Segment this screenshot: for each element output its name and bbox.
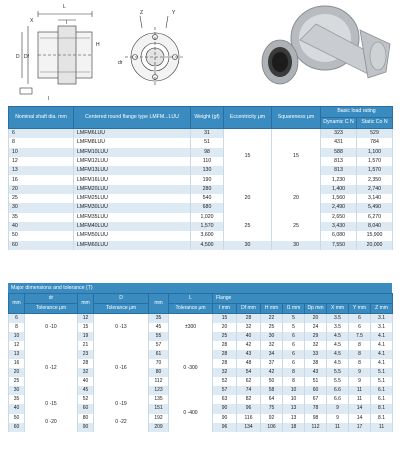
cell-dia: 35 xyxy=(9,213,74,222)
cell-flange: 6.1 xyxy=(371,386,393,395)
cell-mm: 13 xyxy=(9,350,25,359)
cell-weight: 1,570 xyxy=(191,222,224,231)
cell-flange: 5 xyxy=(283,314,305,324)
cell-dynamic: 813 xyxy=(321,166,357,175)
cell-flange: 98 xyxy=(305,414,327,423)
cell-type: LMFM10LUU xyxy=(74,148,191,157)
cell-type: LMFM30LUU xyxy=(74,203,191,212)
cell-flange: 13 xyxy=(283,404,305,413)
cell-static: 15,900 xyxy=(357,231,393,240)
cell-squareness: 30 xyxy=(272,241,321,250)
cell-dr: 32 xyxy=(78,368,94,377)
cell-dr: 80 xyxy=(78,414,94,423)
cell-flange: 6 xyxy=(283,350,305,359)
cell-dia: 10 xyxy=(9,148,74,157)
cell-static: 2,740 xyxy=(357,185,393,194)
cell-d: 61 xyxy=(149,350,169,359)
cell-d: 123 xyxy=(149,386,169,395)
cell-d: 112 xyxy=(149,377,169,386)
cell-flange: 6 xyxy=(349,323,371,332)
cell-eccentricity: 30 xyxy=(224,241,272,250)
cell-flange: 106 xyxy=(261,423,283,432)
cell-flange: 30 xyxy=(261,332,283,341)
cell-dynamic: 6,080 xyxy=(321,231,357,240)
table-row xyxy=(9,203,393,212)
cell-d: 57 xyxy=(149,341,169,350)
cell-type: LMFM25LUU xyxy=(74,194,191,203)
cell-flange: 43 xyxy=(305,368,327,377)
cell-d-tolerance: 0 -19 xyxy=(94,395,149,413)
cell-flange: 34 xyxy=(261,350,283,359)
table-row xyxy=(9,148,393,157)
cell-flange: 4.1 xyxy=(371,359,393,368)
cell-flange: 5.5 xyxy=(327,368,349,377)
cell-mm: 60 xyxy=(9,423,25,432)
cell-static: 20,000 xyxy=(357,241,393,250)
cell-flange: 32 xyxy=(237,323,261,332)
front-view xyxy=(125,16,185,87)
cell-flange: 24 xyxy=(305,323,327,332)
cell-flange: 4.1 xyxy=(371,350,393,359)
cell-flange: 82 xyxy=(237,395,261,404)
cell-type: LMFM13LUU xyxy=(74,166,191,175)
cell-flange: 8.1 xyxy=(371,414,393,423)
cell-mm: 30 xyxy=(9,386,25,395)
cell-d: 151 xyxy=(149,404,169,413)
cell-l-tolerance: 0 -300 xyxy=(169,341,213,395)
cell-dr: 52 xyxy=(78,395,94,404)
cell-type: LMFM35LUU xyxy=(74,213,191,222)
cell-l-tolerance: ±300 xyxy=(169,314,213,342)
cell-flange: 28 xyxy=(213,350,237,359)
cell-static: 1,570 xyxy=(357,166,393,175)
cell-d-tolerance: 0 -13 xyxy=(94,314,149,342)
cell-type: LMFM60LUU xyxy=(74,241,191,250)
cell-flange: 11 xyxy=(349,386,371,395)
cell-flange: 38 xyxy=(305,359,327,368)
header-nominal: Nominal shaft dia. mm xyxy=(9,107,74,129)
dimensions-table xyxy=(8,293,393,432)
cell-flange: 64 xyxy=(261,395,283,404)
cell-mm: 12 xyxy=(9,341,25,350)
cell-mm: 6 xyxy=(9,314,25,324)
cell-dynamic: 323 xyxy=(321,129,357,139)
label-df: Df xyxy=(24,54,29,60)
cell-flange: 6.6 xyxy=(327,395,349,404)
cell-dynamic: 7,550 xyxy=(321,241,357,250)
cell-dr: 60 xyxy=(78,404,94,413)
cell-flange: 3.5 xyxy=(327,314,349,324)
cell-flange: 17 xyxy=(349,423,371,432)
table-row xyxy=(9,175,393,184)
cell-static: 8,040 xyxy=(357,222,393,231)
cell-mm: 25 xyxy=(9,377,25,386)
cell-dr: 19 xyxy=(78,332,94,341)
cell-mm: 10 xyxy=(9,332,25,341)
cell-dia: 50 xyxy=(9,231,74,240)
cell-dr-tolerance: 0 -20 xyxy=(25,414,78,432)
table-row xyxy=(9,231,393,240)
cell-dynamic: 2,650 xyxy=(321,213,357,222)
cell-flange: 37 xyxy=(261,359,283,368)
cell-d-tolerance: 0 -16 xyxy=(94,341,149,395)
cell-dr-tolerance: 0 -15 xyxy=(25,395,78,413)
table-row xyxy=(9,129,393,139)
cell-flange: 42 xyxy=(261,368,283,377)
cell-dynamic: 588 xyxy=(321,148,357,157)
header-h: H mm xyxy=(261,304,283,314)
cell-mm: 16 xyxy=(9,359,25,368)
header-flange: Flange xyxy=(213,294,393,304)
cell-dr: 21 xyxy=(78,341,94,350)
header-weight: Weight (gf) xyxy=(191,107,224,129)
cell-d: 135 xyxy=(149,395,169,404)
cell-d: 80 xyxy=(149,368,169,377)
cell-dr: 15 xyxy=(78,323,94,332)
cell-flange: 62 xyxy=(237,377,261,386)
header-d: D xyxy=(94,294,149,304)
label-h: H xyxy=(96,42,100,48)
label-z: Z xyxy=(140,10,144,16)
cell-d: 45 xyxy=(149,323,169,332)
cell-flange: 15 xyxy=(213,314,237,324)
cell-mm: 40 xyxy=(9,404,25,413)
cell-type: LMFM8LUU xyxy=(74,138,191,147)
header-dp: Dp mm xyxy=(305,304,327,314)
table-row xyxy=(9,222,393,231)
cell-d: 35 xyxy=(149,314,169,324)
cell-type: LMFM50LUU xyxy=(74,231,191,240)
cell-weight: 680 xyxy=(191,203,224,212)
cell-flange: 51 xyxy=(305,377,327,386)
cell-mm: 35 xyxy=(9,395,25,404)
dimensions-caption: Major dimensions and tolerance (T) xyxy=(8,283,392,293)
cell-flange: 33 xyxy=(305,350,327,359)
cell-dr-tolerance: 0 -12 xyxy=(25,341,78,395)
cell-flange: 25 xyxy=(213,332,237,341)
table-row xyxy=(9,166,393,175)
cell-flange: 22 xyxy=(261,314,283,324)
cell-dynamic: 1,560 xyxy=(321,194,357,203)
cell-flange: 13 xyxy=(283,414,305,423)
cell-flange: 6 xyxy=(283,332,305,341)
cell-weight: 280 xyxy=(191,185,224,194)
cell-flange: 116 xyxy=(237,414,261,423)
label-l1: l xyxy=(66,20,68,26)
table-row xyxy=(9,213,393,222)
table-row xyxy=(9,185,393,194)
label-x: X xyxy=(30,18,34,24)
cell-eccentricity: 20 xyxy=(224,185,272,213)
product-photo xyxy=(246,0,400,104)
cell-flange: 63 xyxy=(213,395,237,404)
cell-flange: 90 xyxy=(213,414,237,423)
cell-flange: 134 xyxy=(237,423,261,432)
cell-weight: 540 xyxy=(191,194,224,203)
header-l1: l1 mm xyxy=(283,304,305,314)
load-rating-table xyxy=(8,106,393,250)
cell-dr: 45 xyxy=(78,386,94,395)
cell-flange: 67 xyxy=(305,395,327,404)
header-tolerance: Tolerance μm xyxy=(169,304,213,314)
cell-flange: 9 xyxy=(327,414,349,423)
cell-mm: 20 xyxy=(9,368,25,377)
header-static: Static Co N xyxy=(357,118,393,129)
cell-flange: 42 xyxy=(237,341,261,350)
cell-dr: 23 xyxy=(78,350,94,359)
cell-flange: 6 xyxy=(283,341,305,350)
cell-flange: 29 xyxy=(305,332,327,341)
header-squareness: Squareness μm xyxy=(272,107,321,129)
header-mm: mm xyxy=(9,294,25,314)
cell-flange: 74 xyxy=(237,386,261,395)
cell-dia: 60 xyxy=(9,241,74,250)
table-row xyxy=(9,314,393,324)
header-tolerance: Tolerance μm xyxy=(25,304,78,314)
cell-flange: 28 xyxy=(213,359,237,368)
cell-flange: 6.1 xyxy=(371,395,393,404)
cell-flange: 6 xyxy=(283,359,305,368)
header-x: X mm xyxy=(327,304,349,314)
cell-flange: 90 xyxy=(213,404,237,413)
table-row xyxy=(9,341,393,350)
cell-flange: 50 xyxy=(261,377,283,386)
cell-d: 192 xyxy=(149,414,169,423)
cell-flange: 48 xyxy=(237,359,261,368)
cell-flange: 4.5 xyxy=(327,359,349,368)
technical-drawing xyxy=(0,0,400,104)
cell-flange: 43 xyxy=(237,350,261,359)
header-dr: dr xyxy=(25,294,78,304)
table-row xyxy=(9,395,393,404)
header-l: L xyxy=(169,294,213,304)
cell-dia: 8 xyxy=(9,138,74,147)
cell-dia: 16 xyxy=(9,175,74,184)
cell-flange: 8 xyxy=(283,368,305,377)
cell-dynamic: 813 xyxy=(321,157,357,166)
header-mm: mm xyxy=(78,294,94,314)
cell-dynamic: 3,430 xyxy=(321,222,357,231)
cell-flange: 4.5 xyxy=(327,332,349,341)
cell-flange: 96 xyxy=(237,404,261,413)
cell-flange: 32 xyxy=(213,368,237,377)
cell-dynamic: 431 xyxy=(321,138,357,147)
cell-weight: 3,600 xyxy=(191,231,224,240)
cell-flange: 5.1 xyxy=(371,377,393,386)
cell-flange: 9 xyxy=(349,377,371,386)
cell-flange: 20 xyxy=(213,323,237,332)
cell-flange: 6 xyxy=(349,314,371,324)
label-y: Y xyxy=(172,10,176,16)
cell-dia: 40 xyxy=(9,222,74,231)
header-mm: mm xyxy=(149,294,169,314)
cell-static: 1,570 xyxy=(357,157,393,166)
cell-flange: 14 xyxy=(349,414,371,423)
cell-flange: 32 xyxy=(305,341,327,350)
cell-type: LMFM16LUU xyxy=(74,175,191,184)
cell-flange: 78 xyxy=(305,404,327,413)
header-dynamic: Dynamic C N xyxy=(321,118,357,129)
header-load: Basic load rating xyxy=(321,107,393,118)
cell-flange: 28 xyxy=(213,341,237,350)
cell-static: 2,350 xyxy=(357,175,393,184)
cell-flange: 9 xyxy=(349,368,371,377)
cell-flange: 4.1 xyxy=(371,341,393,350)
cell-dr: 12 xyxy=(78,314,94,324)
cell-dr: 28 xyxy=(78,359,94,368)
table-row xyxy=(9,157,393,166)
cell-squareness: 15 xyxy=(272,129,321,185)
cell-weight: 110 xyxy=(191,157,224,166)
table-row xyxy=(9,241,393,250)
cell-flange: 11 xyxy=(327,423,349,432)
cell-flange: 54 xyxy=(237,368,261,377)
cell-flange: 5.1 xyxy=(371,368,393,377)
cell-d: 55 xyxy=(149,332,169,341)
cell-static: 3,140 xyxy=(357,194,393,203)
cell-dynamic: 2,490 xyxy=(321,203,357,212)
label-l: L xyxy=(63,4,66,10)
cell-flange: 28 xyxy=(237,314,261,324)
cell-dia: 25 xyxy=(9,194,74,203)
cell-flange: 18 xyxy=(283,423,305,432)
cell-eccentricity: 25 xyxy=(224,213,272,241)
cell-mm: 50 xyxy=(9,414,25,423)
cell-eccentricity: 15 xyxy=(224,129,272,185)
header-z: Z mm xyxy=(371,304,393,314)
cell-flange: 8 xyxy=(349,350,371,359)
header-tolerance: Tolerance μm xyxy=(94,304,149,314)
cell-d-tolerance: 0 -22 xyxy=(94,414,149,432)
cell-dia: 20 xyxy=(9,185,74,194)
header-lmm: l mm xyxy=(213,304,237,314)
cell-weight: 130 xyxy=(191,166,224,175)
cell-flange: 8.1 xyxy=(371,404,393,413)
cell-weight: 1,020 xyxy=(191,213,224,222)
cell-flange: 52 xyxy=(213,377,237,386)
cell-squareness: 20 xyxy=(272,185,321,213)
cell-flange: 112 xyxy=(305,423,327,432)
cell-type: LMFM20LUU xyxy=(74,185,191,194)
cell-flange: 60 xyxy=(305,386,327,395)
header-type: Centered round flange type LMFM...LUU xyxy=(74,107,191,129)
cell-flange: 58 xyxy=(261,386,283,395)
cell-dia: 30 xyxy=(9,203,74,212)
cell-l-tolerance: 0 -400 xyxy=(169,395,213,431)
cell-flange: 10 xyxy=(283,386,305,395)
cell-flange: 9 xyxy=(327,404,349,413)
cell-flange: 11 xyxy=(371,423,393,432)
cell-dynamic: 1,230 xyxy=(321,175,357,184)
header-y: Y mm xyxy=(349,304,371,314)
cell-type: LMFM40LUU xyxy=(74,222,191,231)
cell-dr-tolerance: 0 -10 xyxy=(25,314,78,342)
cell-mm: 8 xyxy=(9,323,25,332)
cell-dr: 40 xyxy=(78,377,94,386)
label-l-small: l xyxy=(48,96,50,102)
cell-squareness: 25 xyxy=(272,213,321,241)
cell-flange: 92 xyxy=(261,414,283,423)
cell-flange: 4.5 xyxy=(327,350,349,359)
cell-static: 1,100 xyxy=(357,148,393,157)
cell-dia: 12 xyxy=(9,157,74,166)
cell-flange: 6.6 xyxy=(327,386,349,395)
label-d: D xyxy=(16,54,20,60)
cell-flange: 75 xyxy=(261,404,283,413)
cell-flange: 3.1 xyxy=(371,323,393,332)
cell-flange: 11 xyxy=(349,395,371,404)
cell-static: 5,490 xyxy=(357,203,393,212)
cell-flange: 10 xyxy=(283,395,305,404)
cell-flange: 5 xyxy=(283,323,305,332)
cell-d: 70 xyxy=(149,359,169,368)
cell-type: LMFM12LUU xyxy=(74,157,191,166)
cell-flange: 8 xyxy=(349,359,371,368)
cell-flange: 40 xyxy=(237,332,261,341)
cell-flange: 8 xyxy=(349,341,371,350)
cell-dynamic: 1,400 xyxy=(321,185,357,194)
cell-weight: 190 xyxy=(191,175,224,184)
cell-flange: 4.5 xyxy=(327,341,349,350)
label-dr: dr xyxy=(118,60,123,66)
cell-static: 784 xyxy=(357,138,393,147)
cell-flange: 4.1 xyxy=(371,332,393,341)
cell-flange: 5.5 xyxy=(327,377,349,386)
cell-dia: 13 xyxy=(9,166,74,175)
table-row xyxy=(9,138,393,147)
cell-type: LMFM6LUU xyxy=(74,129,191,139)
cell-flange: 3.1 xyxy=(371,314,393,324)
cell-d: 209 xyxy=(149,423,169,432)
cell-flange: 20 xyxy=(305,314,327,324)
cell-flange: 14 xyxy=(349,404,371,413)
table-row xyxy=(9,194,393,203)
cell-weight: 4,500 xyxy=(191,241,224,250)
cell-flange: 7.5 xyxy=(349,332,371,341)
cell-flange: 57 xyxy=(213,386,237,395)
cell-dia: 6 xyxy=(9,129,74,139)
cell-flange: 96 xyxy=(213,423,237,432)
cell-weight: 98 xyxy=(191,148,224,157)
cell-static: 529 xyxy=(357,129,393,139)
header-eccentricity: Eccentricity μm xyxy=(224,107,272,129)
cell-flange: 8 xyxy=(283,377,305,386)
cell-flange: 3.5 xyxy=(327,323,349,332)
cell-weight: 31 xyxy=(191,129,224,139)
cell-weight: 51 xyxy=(191,138,224,147)
cell-flange: 25 xyxy=(261,323,283,332)
cell-flange: 32 xyxy=(261,341,283,350)
cell-static: 6,270 xyxy=(357,213,393,222)
header-df: Df mm xyxy=(237,304,261,314)
cell-dr: 90 xyxy=(78,423,94,432)
